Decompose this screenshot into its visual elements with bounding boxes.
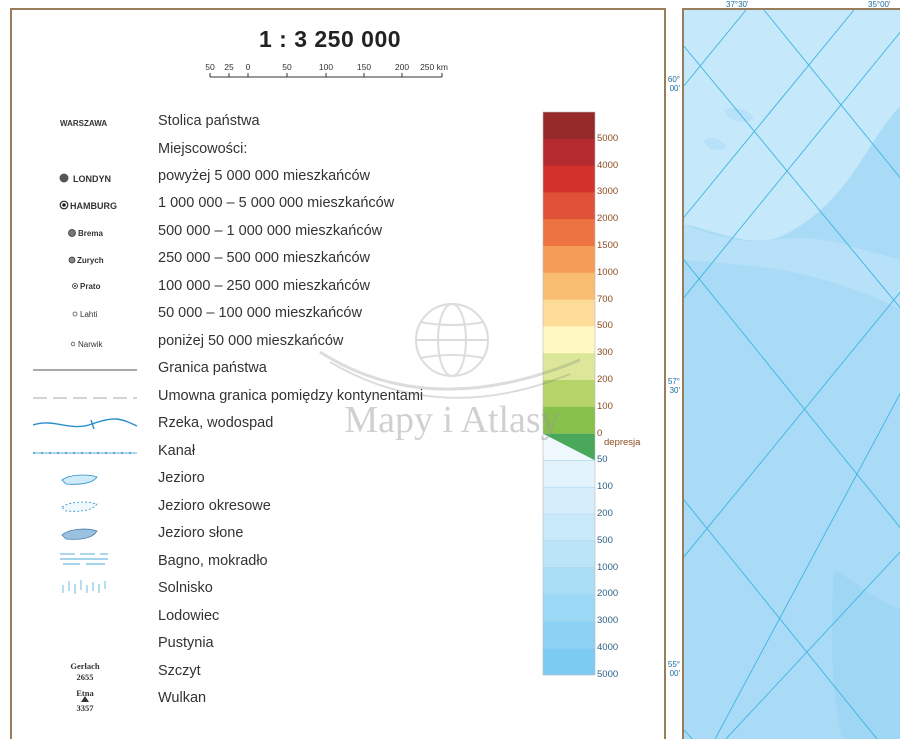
scale-tick-label: 150 xyxy=(356,62,372,72)
scale-tick-label: 50 xyxy=(205,62,215,72)
scale-tick-label: 100 xyxy=(318,62,334,72)
map-scale-title: 1 : 3 250 000 xyxy=(258,26,402,52)
legend-place-row: poniżej 50 000 mieszkańców xyxy=(158,333,344,349)
legend-place-row: powyżej 5 000 000 mieszkańców xyxy=(158,168,370,184)
elevation-band xyxy=(543,112,595,139)
depth-label: 200 xyxy=(597,508,613,519)
legend-feature-row: Jezioro xyxy=(158,470,205,486)
map-coord-top-2: 35°00' xyxy=(868,0,891,9)
river-symbol xyxy=(33,419,137,427)
map-coord-left-2: 57° 30' xyxy=(667,377,680,395)
place-label-hamburg: HAMBURG xyxy=(70,201,117,211)
elevation-label: 1000 xyxy=(597,266,619,278)
depression-label: depresja xyxy=(604,437,641,448)
scale-tick-label: 25 xyxy=(224,62,234,72)
legend-symbols xyxy=(0,0,150,720)
legend-feature-row: Jezioro okresowe xyxy=(158,498,271,514)
volcano-symbol-height: 3357 xyxy=(76,703,94,713)
peak-symbol-name: Gerlach xyxy=(70,661,100,671)
legend-feature-row: Bagno, mokradło xyxy=(158,553,268,569)
elevation-label: 700 xyxy=(597,293,613,305)
volcano-symbol-name: Etna xyxy=(76,688,94,698)
legend-feature-row: Pustynia xyxy=(158,635,214,651)
scale-tick-label: 250 km xyxy=(420,62,448,72)
depth-label: 50 xyxy=(597,454,608,466)
elevation-label: 3000 xyxy=(597,186,619,198)
seasonal-lake-symbol xyxy=(62,502,97,511)
salt-lake-symbol xyxy=(62,529,97,539)
depth-band xyxy=(543,514,595,541)
elevation-label: 4000 xyxy=(597,159,619,171)
depth-label: 100 xyxy=(597,481,613,493)
legend-place-row: 50 000 – 100 000 mieszkańców xyxy=(158,305,362,321)
depth-band xyxy=(543,621,595,648)
legend-places-header: Miejscowości: xyxy=(158,141,248,157)
place-symbol-50k xyxy=(73,312,77,316)
lake-symbol xyxy=(62,475,97,484)
legend-feature-row: Jezioro słone xyxy=(158,525,244,541)
legend-place-row: 250 000 – 500 000 mieszkańców xyxy=(158,250,371,266)
elevation-label: 5000 xyxy=(597,132,619,144)
legend-feature-row: Wulkan xyxy=(158,690,207,706)
capital-symbol-label: WARSZAWA xyxy=(60,119,108,128)
depth-label: 1000 xyxy=(597,561,619,573)
scale-tick-label: 50 xyxy=(282,62,292,72)
depth-band xyxy=(543,568,595,595)
elevation-label: 500 xyxy=(597,320,613,332)
place-label-zurych: Zurych xyxy=(77,256,104,265)
panel-gap xyxy=(666,0,682,739)
swamp-symbol xyxy=(60,554,108,564)
map-coord-top-1: 37°30' xyxy=(726,0,749,9)
legend-feature-row: Solnisko xyxy=(158,580,213,596)
legend-feature-row: Kanał xyxy=(158,443,196,459)
elevation-label: 0 xyxy=(597,427,603,439)
place-symbol-5m xyxy=(60,174,69,183)
place-label-londyn: LONDYN xyxy=(73,174,111,184)
legend-capital: Stolica państwa xyxy=(158,113,260,129)
elevation-label: 1500 xyxy=(597,240,619,251)
legend-feature-row: Szczyt xyxy=(158,663,201,679)
map-canvas xyxy=(684,10,900,739)
legend-place-row: 1 000 000 – 5 000 000 mieszkańców xyxy=(158,195,395,211)
elevation-band xyxy=(543,166,595,193)
elevation-band xyxy=(543,219,595,246)
elevation-label: 2000 xyxy=(597,213,619,225)
depth-band xyxy=(543,648,595,675)
elevation-band xyxy=(543,139,595,166)
elevation-label: 200 xyxy=(597,374,613,385)
depth-label: 4000 xyxy=(597,642,619,653)
legend-place-row: 100 000 – 250 000 mieszkańców xyxy=(158,278,371,294)
scale-tick-label: 200 xyxy=(394,62,410,72)
place-label-brema: Brema xyxy=(78,229,103,238)
place-symbol-small xyxy=(71,342,75,346)
place-label-narwik: Narwik xyxy=(78,340,103,349)
map-coord-left-1: 60° 00' xyxy=(667,75,680,93)
depth-label: 500 xyxy=(597,534,613,546)
scale-tick-label: 0 xyxy=(245,62,251,72)
depth-band xyxy=(543,541,595,568)
place-symbol-500k xyxy=(69,230,76,237)
legend-feature-row: Lodowiec xyxy=(158,608,220,624)
map-coord-left-3: 55° 00' xyxy=(667,660,680,678)
place-label-prato: Prato xyxy=(80,282,101,291)
watermark-text: Mapy i Atlasy xyxy=(344,399,560,441)
depth-label: 2000 xyxy=(597,588,619,600)
elevation-band xyxy=(543,192,595,219)
peak-symbol-height: 2655 xyxy=(76,672,94,682)
depth-band xyxy=(543,487,595,514)
legend-feature-row: Rzeka, wodospad xyxy=(158,415,274,431)
depth-label: 3000 xyxy=(597,615,619,627)
elevation-label: 100 xyxy=(597,400,613,412)
depth-band xyxy=(543,460,595,487)
legend-feature-row: Granica państwa xyxy=(158,360,267,376)
place-symbol-250k xyxy=(69,257,75,263)
depth-band xyxy=(543,594,595,621)
place-label-lahti: Lahti xyxy=(80,310,98,319)
depth-label: 5000 xyxy=(597,668,619,680)
watermark-logo xyxy=(280,292,620,452)
elevation-band xyxy=(543,246,595,273)
map-view xyxy=(682,8,900,739)
elevation-label: 300 xyxy=(597,347,613,359)
legend-place-row: 500 000 – 1 000 000 mieszkańców xyxy=(158,223,383,239)
legend-feature-row: Umowna granica pomiędzy kontynentami xyxy=(158,388,424,404)
salt-flat-symbol xyxy=(63,580,105,594)
